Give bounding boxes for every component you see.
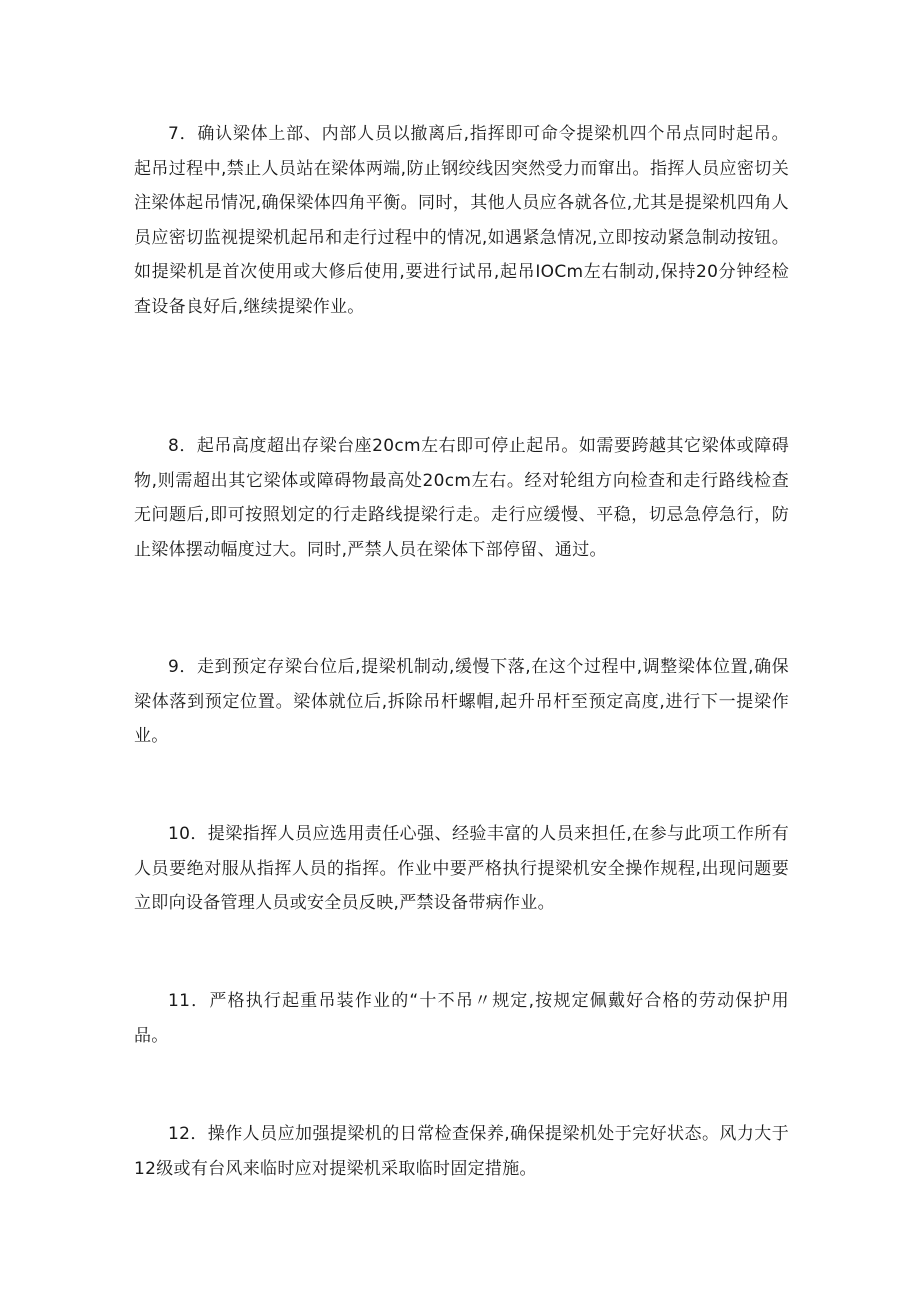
paragraph-12 — [134, 1117, 789, 1186]
paragraph-9-text: 9．走到预定存梁台位后,提梁机制动,缓慢下落,在这个过程中,调整梁体位置,确保梁体落到预定位置。梁体就位后,拆除吊杆螺帽,起升吊杆至预定高度,进行下一提梁作业。 — [134, 657, 789, 746]
paragraph-7-text: 7．确认梁体上部、内部人员以撤离后,指挥即可命令提梁机四个吊点同时起吊。起吊过程中,禁止人员站在梁体两端,防止钢绞线因突然受力而窜出。指挥人员应密切关注梁体起吊情况,确保梁体四角平衡。同时，其他人员应各就各位,尤其是提梁机四角人员应密切监视提梁机起吊和走行过程中的情况,如遇紧急情况,立即按动紧急制动按钮。如提梁机是首次使用或大修后使用,要进行试吊,起吊IOCm左右制动,保持20分钟经检查设备良好后,继续提梁作业。 — [134, 124, 789, 317]
paragraph-11 — [134, 984, 789, 1053]
paragraph-8-text: 8．起吊高度超出存梁台座20cm左右即可停止起吊。如需要跨越其它梁体或障碍物,则需超出其它梁体或障碍物最高处20cm左右。经对轮组方向检查和走行路线检查无问题后,即可按照划定的行走路线提梁行走。走行应缓慢、平稳，切忌急停急行，防止梁体摆动幅度过大。同时,严禁人员在梁体下部停留、通过。 — [134, 436, 789, 560]
paragraph-10-text: 10．提梁指挥人员应选用责任心强、经验丰富的人员来担任,在参与此项工作所有人员要绝对服从指挥人员的指挥。作业中要严格执行提梁机安全操作规程,出现问题要立即向设备管理人员或安全员反映,严禁设备带病作业。 — [134, 824, 789, 913]
paragraph-8 — [134, 429, 789, 567]
paragraph-9 — [134, 650, 789, 754]
paragraph-10 — [134, 817, 789, 921]
paragraph-7 — [134, 117, 789, 324]
paragraph-11-text: 11．严格执行起重吊装作业的“十不吊〃规定,按规定佩戴好合格的劳动保护用品。 — [134, 991, 789, 1046]
paragraph-12-text: 12．操作人员应加强提梁机的日常检查保养,确保提梁机处于完好状态。风力大于12级或有台风来临时应对提梁机采取临时固定措施。 — [134, 1124, 789, 1179]
